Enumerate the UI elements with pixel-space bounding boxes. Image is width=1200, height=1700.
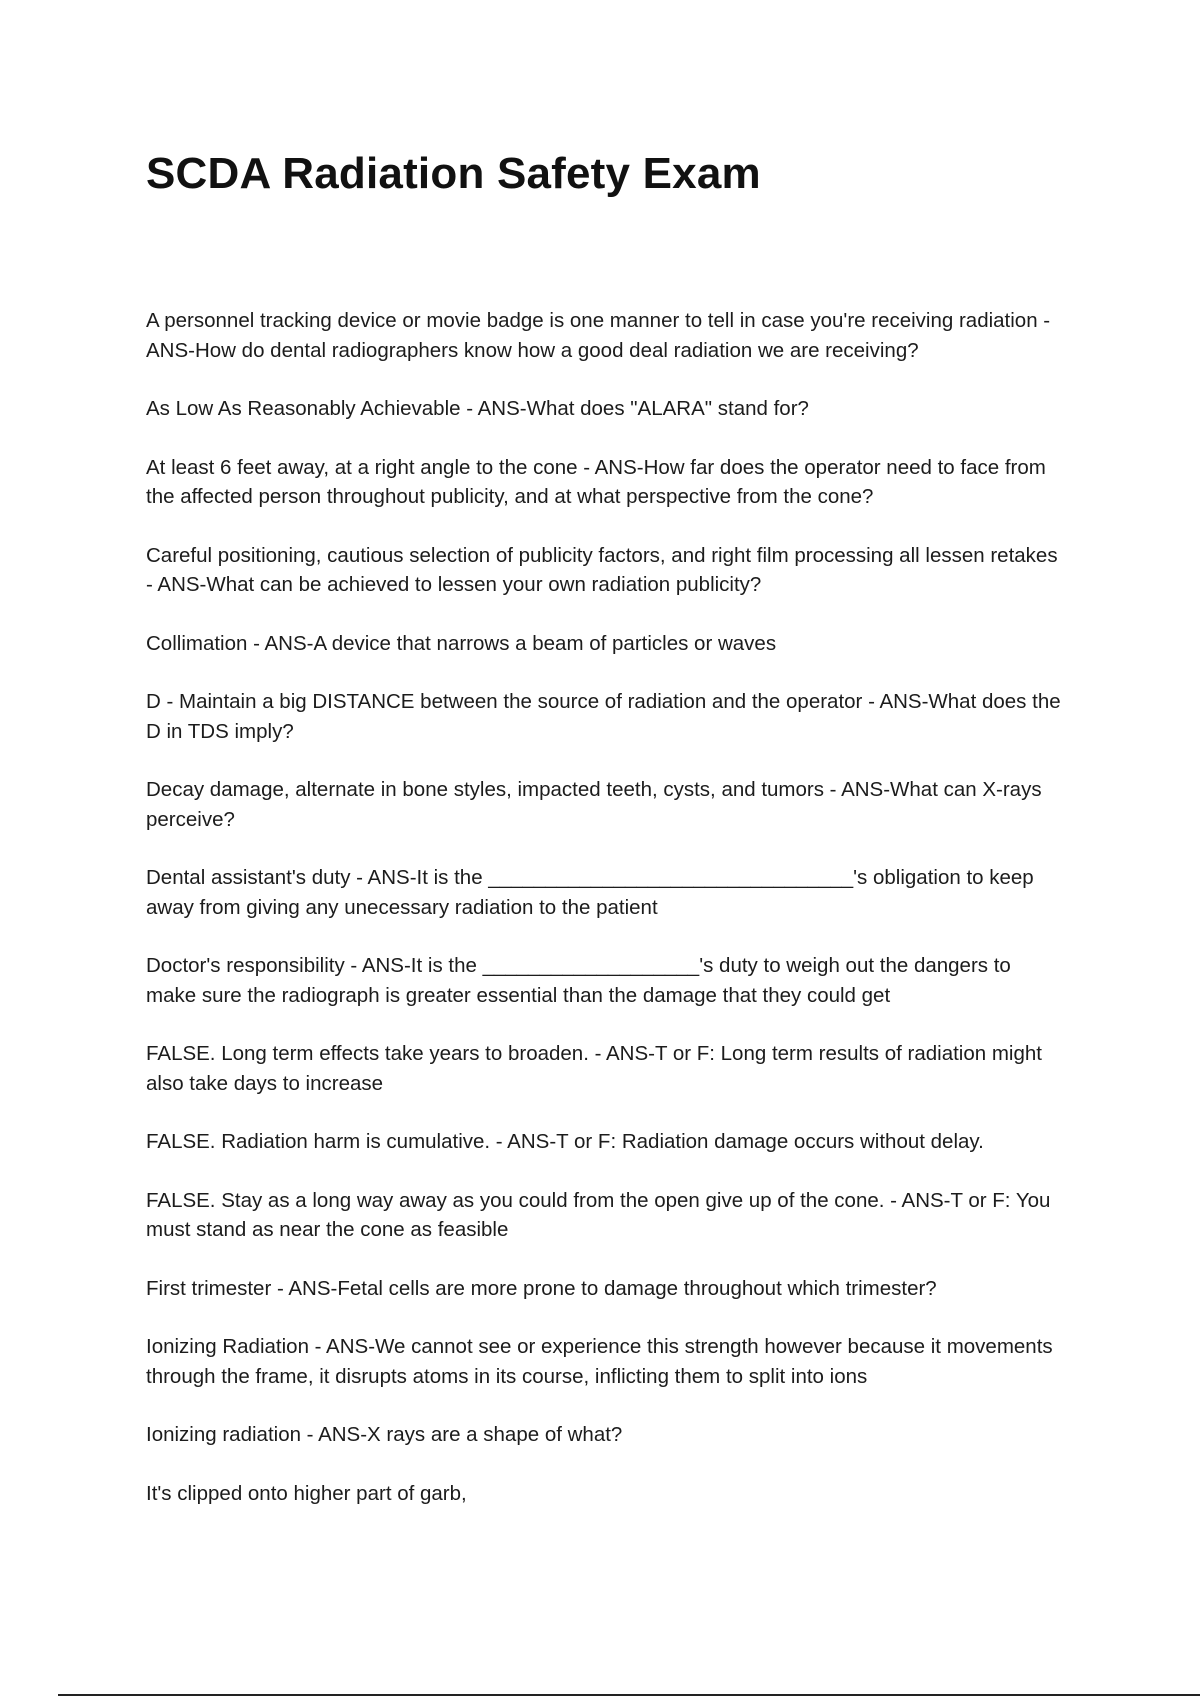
qa-entry: As Low As Reasonably Achievable - ANS-What does "ALARA" stand for? bbox=[146, 397, 809, 420]
qa-entry: FALSE. Long term effects take years to broaden. - ANS-T or F: Long term results of radiation might also take days to increase bbox=[146, 1042, 1042, 1095]
qa-entry: Ionizing radiation - ANS-X rays are a shape of what? bbox=[146, 1423, 623, 1446]
qa-entry: Dental assistant's duty - ANS-It is the ________________________________'s obligation to keep away from giving any unecessary radiation to the patient bbox=[146, 866, 1034, 919]
qa-entry: A personnel tracking device or movie badge is one manner to tell in case you're receiving radiation - ANS-How do dental radiographers know how a good deal radiation we are receiving? bbox=[146, 309, 1051, 362]
qa-entry: It's clipped onto higher part of garb, bbox=[146, 1481, 467, 1505]
footer-divider bbox=[58, 1694, 1200, 1696]
qa-entry: FALSE. Stay as a long way away as you could from the open give up of the cone. - ANS-T or F: You must stand as near the cone as feasible bbox=[146, 1188, 1051, 1241]
document-title: SCDA Radiation Safety Exam bbox=[146, 149, 761, 198]
qa-entry-list bbox=[146, 306, 1066, 1537]
qa-entry: Careful positioning, cautious selection of publicity factors, and right film processing all lessen retakes - ANS-What can be achieved to lessen your own radiation publicity? bbox=[146, 543, 1058, 596]
qa-entry: Decay damage, alternate in bone styles, impacted teeth, cysts, and tumors - ANS-What can X-rays perceive? bbox=[146, 778, 1042, 831]
qa-entry: At least 6 feet away, at a right angle to the cone - ANS-How far does the operator need to face from the affected person throughout publicity, and at what perspective from the cone? bbox=[146, 455, 1046, 508]
qa-entry: D - Maintain a big DISTANCE between the source of radiation and the operator - ANS-What does the D in TDS imply? bbox=[146, 690, 1061, 743]
qa-entry: Collimation - ANS-A device that narrows a beam of particles or waves bbox=[146, 631, 777, 655]
qa-entry: Ionizing Radiation - ANS-We cannot see or experience this strength however because it movements through the frame, it disrupts atoms in its course, inflicting them to split into ions bbox=[146, 1335, 1053, 1388]
qa-entry: Doctor's responsibility - ANS-It is the ___________________'s duty to weigh out the dangers to make sure the radiograph is greater essential than the damage that they could get bbox=[146, 954, 1011, 1007]
qa-entry: First trimester - ANS-Fetal cells are more prone to damage throughout which trimester? bbox=[146, 1276, 937, 1300]
qa-entry: FALSE. Radiation harm is cumulative. - ANS-T or F: Radiation damage occurs without delay. bbox=[146, 1130, 984, 1153]
